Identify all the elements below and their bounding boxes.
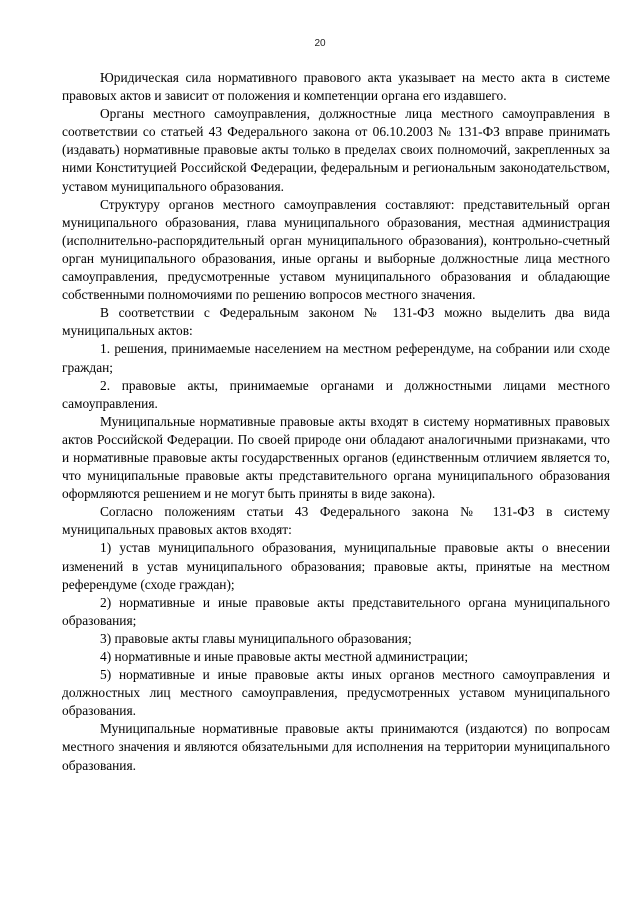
paragraph-municipal-acts: Муниципальные нормативные правовые акты входят в систему нормативных правовых актов Российской Федерации. По своей природе они обладают аналогичными признаками, что и нормативные правовые акты государственных органов (единственным отличием является то, что муниципальные правовые акты представительного органа муниципального образования оформляются решением и не могут быть приняты в виде закона). (62, 413, 610, 502)
paragraph-closing: Муниципальные нормативные правовые акты принимаются (издаются) по вопросам местного значения и являются обязательными для исполнения на территории муниципального образования. (62, 721, 610, 773)
paragraph-two-types: В соответствии с Федеральным законом № 131-ФЗ можно выделить два вида муниципальных актов: (62, 305, 610, 339)
system-item-5: 5) нормативные и иные правовые акты иных органов местного самоуправления и должностных лиц местного самоуправления, предусмотренных уставом муниципального образования. (62, 667, 610, 719)
page-number: 20 (314, 38, 326, 49)
paragraph-structure: Структуру органов местного самоуправления составляют: представительный орган муниципального образования, глава муниципального образования, местная администрация (исполнительно-распорядительный орган муниципального образования), контрольно-счетный орган муниципального образования, иные органы и выборные должностные лица местного самоуправления, предусмотренные уставом муниципального образования и обладающие собственными полномочиями по решению вопросов местного значения. (62, 196, 610, 303)
document-body (62, 69, 610, 775)
list-item-1: 1. решения, принимаемые населением на местном референдуме, на собрании или сходе граждан; (62, 341, 610, 375)
system-item-4: 4) нормативные и иные правовые акты местной администрации; (100, 649, 469, 664)
list-item-2: 2. правовые акты, принимаемые органами и должностными лицами местного самоуправления. (62, 377, 610, 411)
system-item-3: 3) правовые акты главы муниципального образования; (100, 630, 412, 646)
system-item-1: 1) устав муниципального образования, муниципальные правовые акты о внесении изменений в устав муниципального образования; правовые акты, принятые на местном референдуме (сходе граждан); (62, 540, 610, 592)
paragraph-local-authorities: Органы местного самоуправления, должностные лица местного самоуправления в соответствии со статьей 43 Федерального закона от 06.10.2003 № 131-ФЗ вправе принимать (издавать) нормативные правовые акты только в пределах своих полномочий, закрепленных за ними Конституцией Российской Федерации, федеральным и региональным законодательством, уставом муниципального образования. (62, 106, 610, 194)
system-item-2: 2) нормативные и иные правовые акты представительного органа муниципального образования; (62, 594, 610, 628)
paragraph-system-includes: Согласно положениям статьи 43 Федерального закона № 131-ФЗ в систему муниципальных правовых актов входят: (62, 504, 610, 538)
paragraph-legal-force: Юридическая сила нормативного правового акта указывает на место акта в системе правовых актов и зависит от положения и компетенции органа его издавшего. (62, 70, 610, 104)
